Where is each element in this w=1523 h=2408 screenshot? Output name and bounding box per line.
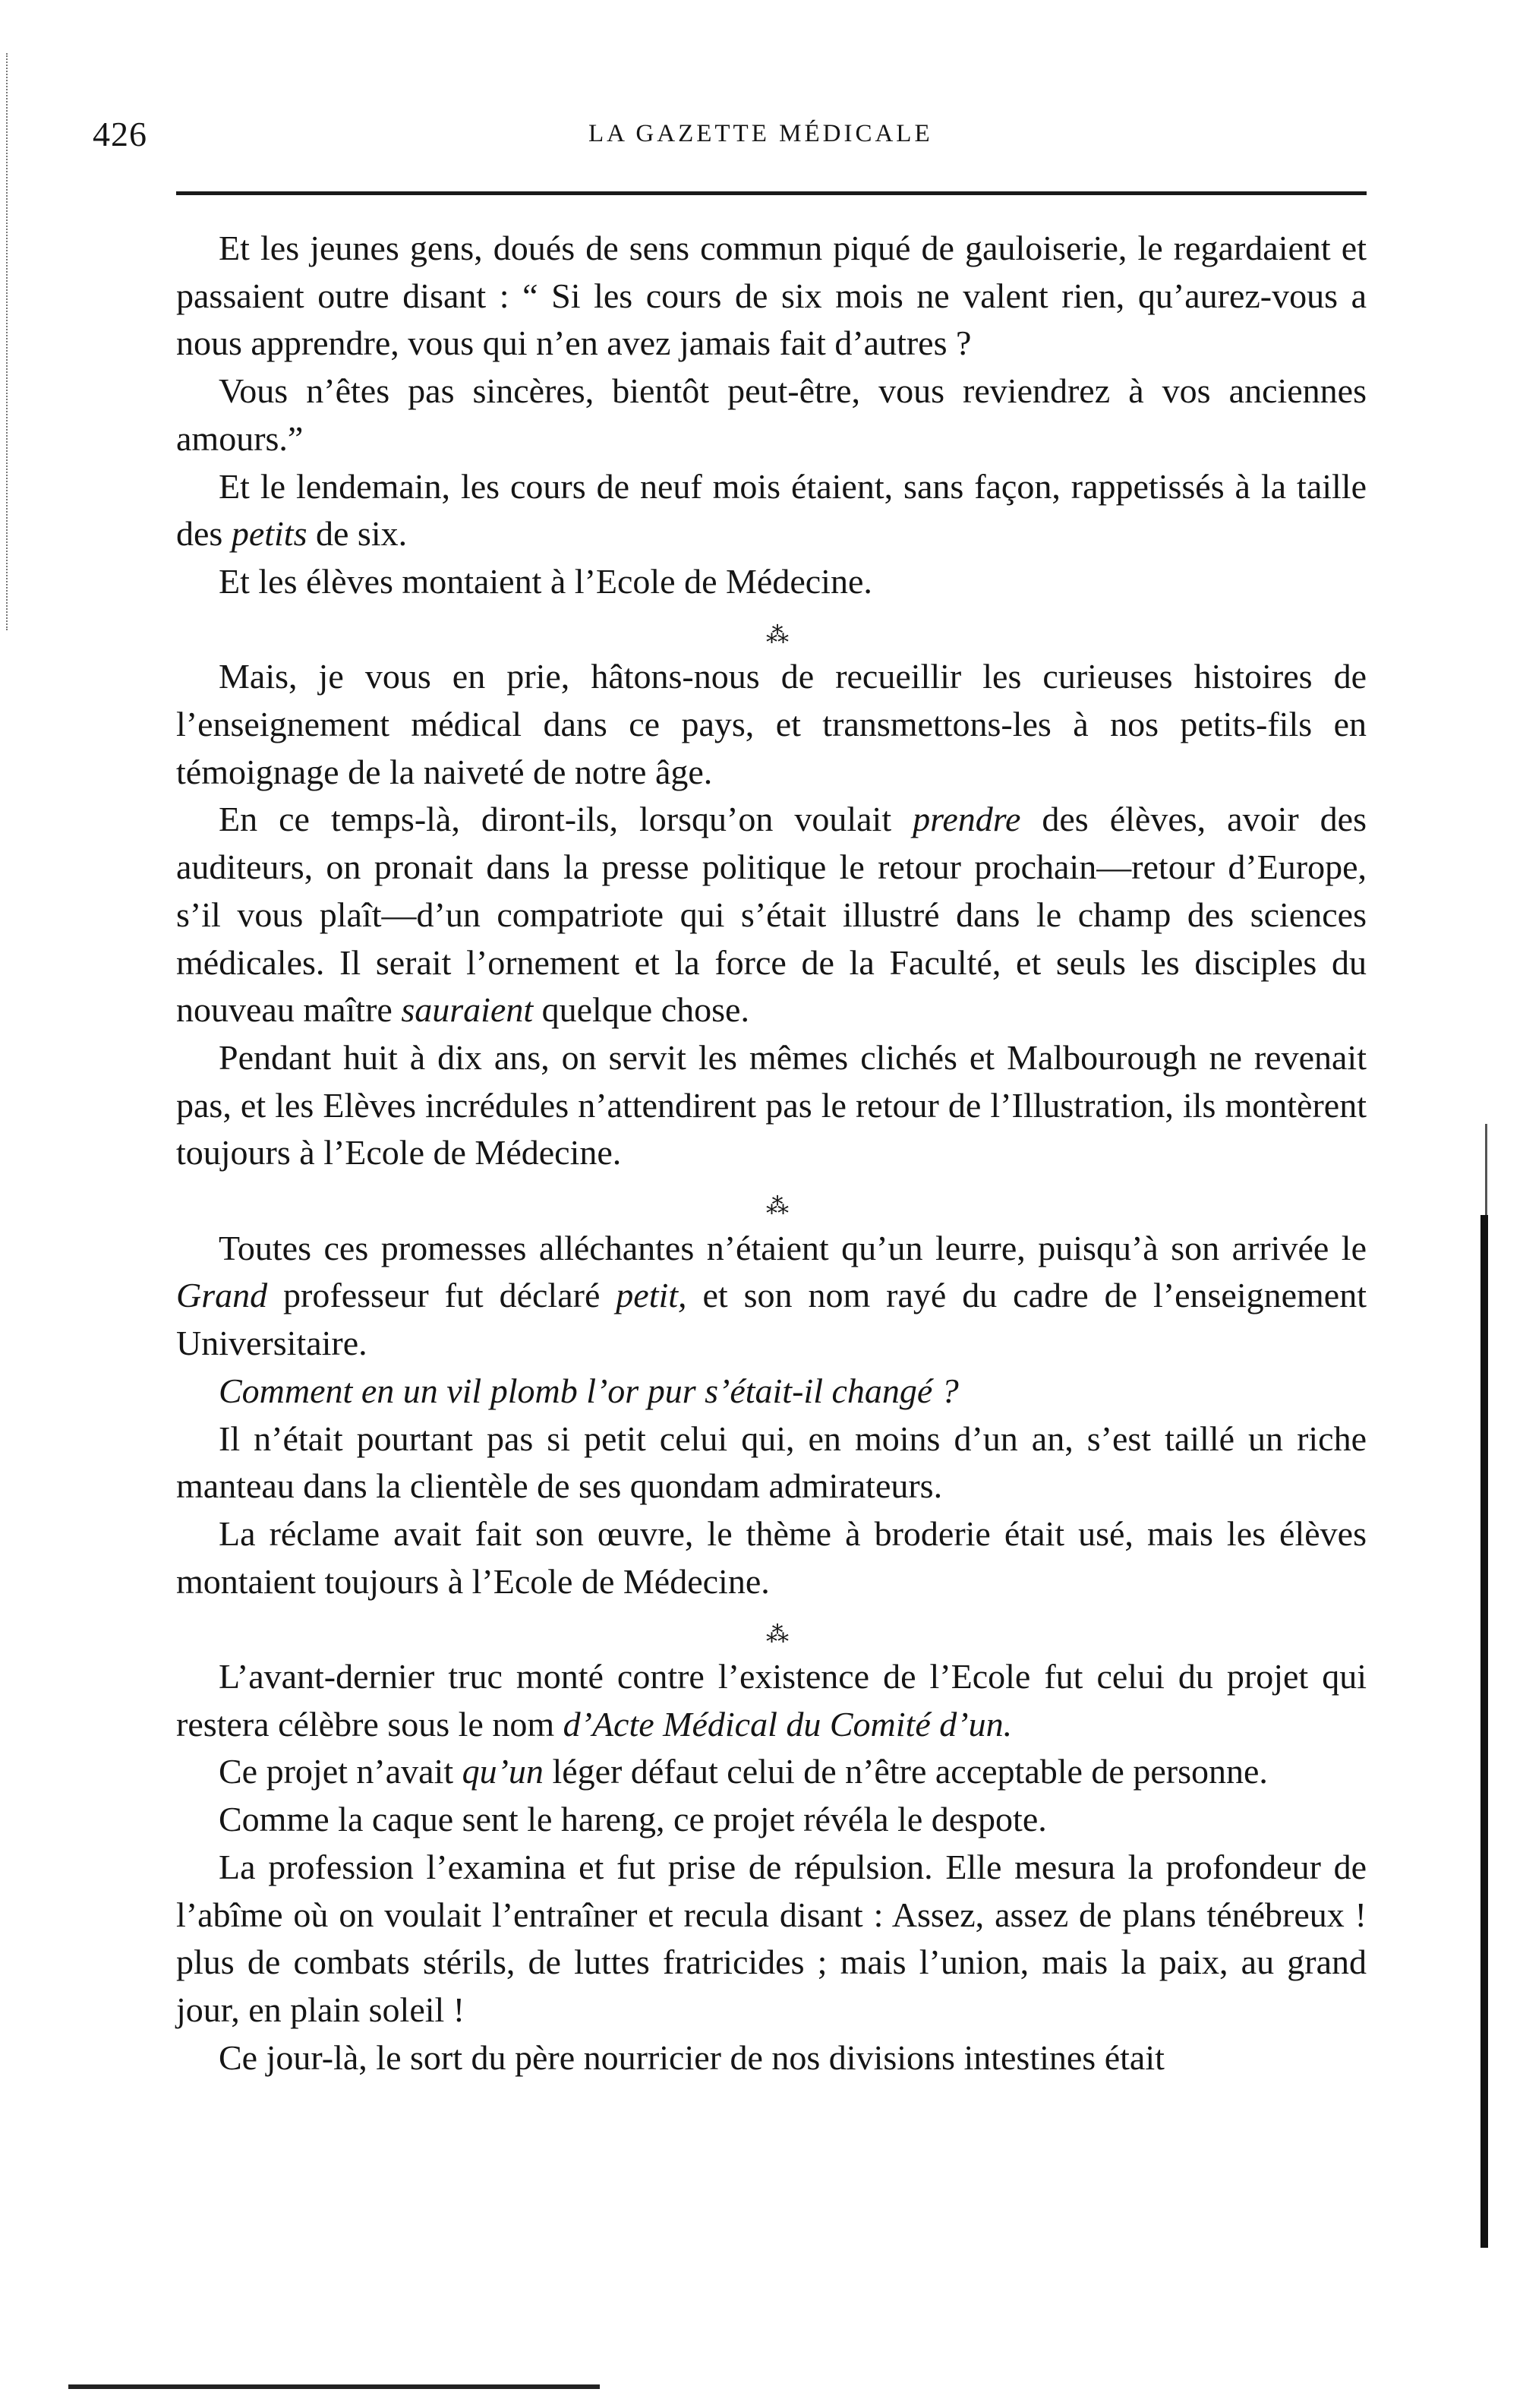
bottom-scan-edge <box>68 2384 600 2389</box>
italic-run: d’Acte Médical du Comité d’un. <box>563 1704 1013 1744</box>
right-margin-bar <box>1480 1215 1488 2248</box>
italic-run: petit, <box>616 1276 687 1315</box>
paragraph <box>176 796 1367 1034</box>
paragraph: Il n’était pourtant pas si petit celui qui, en moins d’un an, s’est taillé un riche manteau dans la clientèle de ses quondam admirateurs. <box>176 1419 1367 1506</box>
paragraph <box>176 1653 1367 1748</box>
paragraph: Et les jeunes gens, doués de sens commun piqué de gauloiserie, le regardaient et passaient outre disant : “ Si les cours de six mois ne valent rien, qu’aurez-vous a nous apprendre, vous qui n’en avez jamais fait d’autres ? <box>176 229 1367 363</box>
text-run: L’avant-dernier truc monté contre l’existence de l’Ecole fut celui du projet qui restera célèbre sous le nom <box>176 1657 1367 1744</box>
paragraph <box>176 1225 1367 1368</box>
italic-run: sauraient <box>401 990 534 1030</box>
text-block <box>176 225 1367 2081</box>
asterism-glyph: ⁂ <box>766 1194 792 1220</box>
text-run: et son nom rayé du cadre de l’enseignement Universitaire. <box>176 1276 1367 1363</box>
paragraph: Et les élèves montaient à l’Ecole de Médecine. <box>219 561 872 601</box>
paragraph <box>176 1748 1367 1796</box>
paragraph: Ce jour-là, le sort du père nourricier de nos divisions intestines était <box>219 2037 1165 2077</box>
paragraph: La réclame avait fait son œuvre, le thème à broderie était usé, mais les élèves montaient toujours à l’Ecole de Médecine. <box>176 1513 1367 1601</box>
italic-quotation: Comment en un vil plomb l’or pur s’était-il changé ? <box>219 1371 959 1410</box>
text-run: Et le lendemain, les cours de neuf mois étaient, sans façon, rappetissés à la taille des <box>176 466 1367 554</box>
text-run: Toutes ces promesses alléchantes n’étaient qu’un leurre, puisqu’à son arrivée le <box>219 1228 1367 1267</box>
paragraph: La profession l’examina et fut prise de répulsion. Elle mesura la profondeur de l’abîme où on voulait l’entraîner et recula disant : Assez, assez de plans ténébreux ! plus de combats stérils, de luttes fratricides ; mais l’union, mais la paix, au grand jour, en plain soleil ! <box>176 1847 1367 2029</box>
text-run: quelque chose. <box>533 990 749 1030</box>
italic-run: Grand <box>176 1276 268 1315</box>
paragraph: Mais, je vous en prie, hâtons-nous de recueillir les curieuses histoires de l’enseignement médical dans ce pays, et transmettons-les à nos petits-fils en témoignage de la naiveté de notre âge. <box>176 657 1367 791</box>
italic-run: prendre <box>913 800 1021 839</box>
text-run: des élèves, avoir des auditeurs, on pronait dans la presse politique le retour prochain—retour d’Europe, s’il vous plaît—d’un compatriote qui s’était illustré dans le champ des sciences médicales. Il serait l’ornement et la force de la Faculté, et seuls les disciples du nouveau maître <box>176 800 1367 1030</box>
text-run: de six. <box>307 514 408 554</box>
paragraph: Pendant huit à dix ans, on servit les mêmes clichés et Malbourough ne revenait pas, et les Elèves incrédules n’attendirent pas le retour de l’Illustration, ils montèrent toujours à l’Ecole de Médecine. <box>176 1037 1367 1172</box>
left-margin-marks <box>6 53 12 630</box>
paragraph: Comme la caque sent le hareng, ce projet révéla le despote. <box>219 1800 1047 1839</box>
page-number: 426 <box>93 115 147 153</box>
asterism-glyph: ⁂ <box>766 622 792 648</box>
running-title: LA GAZETTE MÉDICALE <box>588 120 933 147</box>
paragraph <box>176 463 1367 558</box>
asterism-separator <box>176 1177 1367 1225</box>
italic-run: qu’un <box>462 1752 544 1791</box>
right-margin-line <box>1485 1124 1487 1215</box>
text-run: En ce temps-là, diront-ils, lorsqu’on voulait <box>219 800 913 839</box>
asterism-separator <box>176 1605 1367 1653</box>
text-run: léger défaut celui de n’être acceptable de personne. <box>543 1752 1268 1791</box>
paragraph: Vous n’êtes pas sincères, bientôt peut-être, vous reviendrez à vos anciennes amours.” <box>176 371 1367 458</box>
asterism-separator <box>176 606 1367 654</box>
italic-run: petits <box>231 514 307 554</box>
text-run: professeur fut déclaré <box>267 1276 616 1315</box>
header-rule <box>176 191 1367 195</box>
asterism-glyph: ⁂ <box>766 1622 792 1648</box>
text-run: Ce projet n’avait <box>219 1752 462 1791</box>
